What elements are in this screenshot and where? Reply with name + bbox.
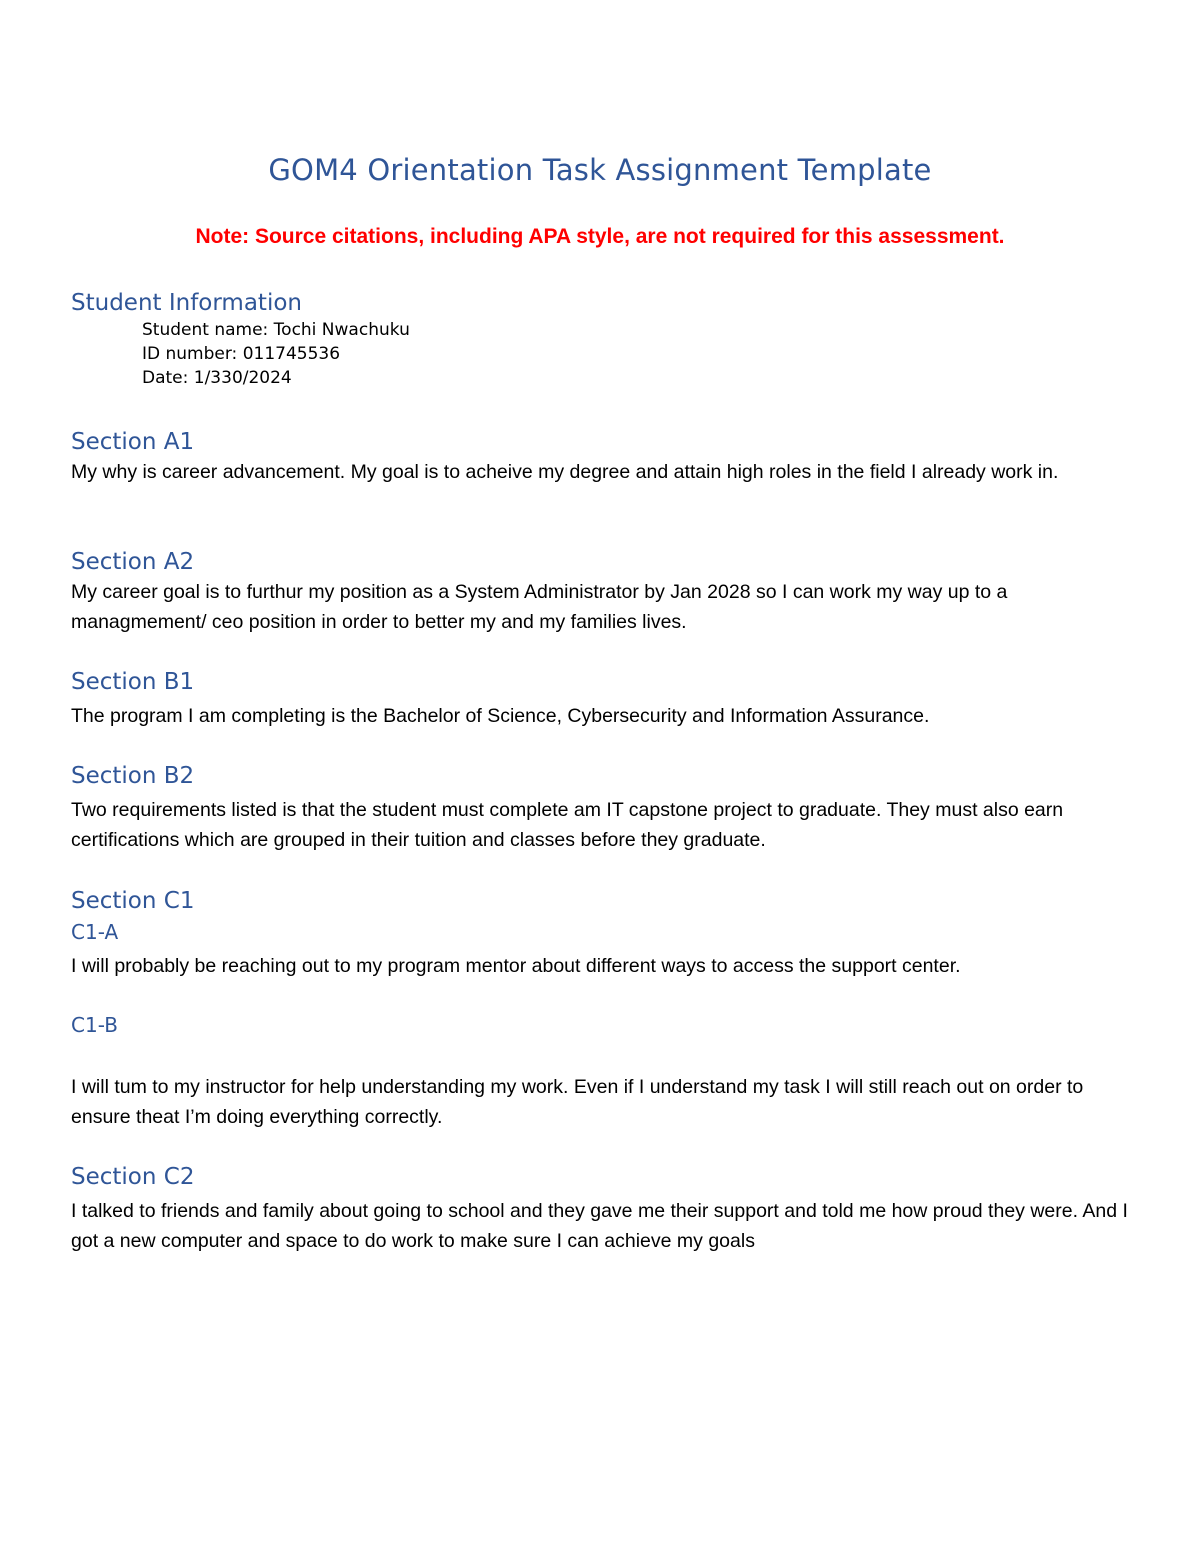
section-a2-heading: Section A2 [71, 549, 195, 575]
section-c1-a-text: I will probably be reaching out to my program mentor about different ways to access the support center. [71, 955, 961, 977]
section-b1-heading: Section B1 [71, 669, 195, 695]
submission-date: Date: 1/330/2024 [142, 368, 292, 388]
document-title: GOM4 Orientation Task Assignment Template [268, 153, 932, 187]
section-b1-text: The program I am completing is the Bachelor of Science, Cybersecurity and Information Assurance. [71, 705, 930, 727]
section-a1-text: My why is career advancement. My goal is to acheive my degree and attain high roles in the field I already work in. [71, 461, 1059, 483]
section-c1-heading: Section C1 [71, 888, 195, 914]
section-b2-heading: Section B2 [71, 763, 195, 789]
student-name: Student name: Tochi Nwachuku [142, 320, 410, 340]
section-c2-text: I talked to friends and family about going to school and they gave me their support and told me how proud they were. And I got a new computer and space to do work to make sure I can achieve my goals [71, 1200, 1128, 1252]
section-b2-text: Two requirements listed is that the student must complete am IT capstone project to graduate. They must also earn certifications which are grouped in their tuition and classes before they graduate. [71, 799, 1064, 851]
citation-note: Note: Source citations, including APA style, are not required for this assessment. [195, 225, 1005, 248]
student-information-heading: Student Information [71, 290, 302, 316]
section-c1-b-heading: C1-B [71, 1013, 118, 1037]
section-c1-b-text: I will tum to my instructor for help understanding my work. Even if I understand my task I will still reach out on order to ensure theat I’m doing everything correctly. [71, 1076, 1084, 1128]
section-c2-heading: Section C2 [71, 1164, 195, 1190]
student-id: ID number: 011745536 [142, 344, 341, 364]
section-a1-heading: Section A1 [71, 429, 195, 455]
section-a2-text: My career goal is to furthur my position as a System Administrator by Jan 2028 so I can work my way up to a managmement/ ceo position in order to better my and my families lives. [71, 581, 1008, 633]
section-c1-a-heading: C1-A [71, 920, 119, 944]
